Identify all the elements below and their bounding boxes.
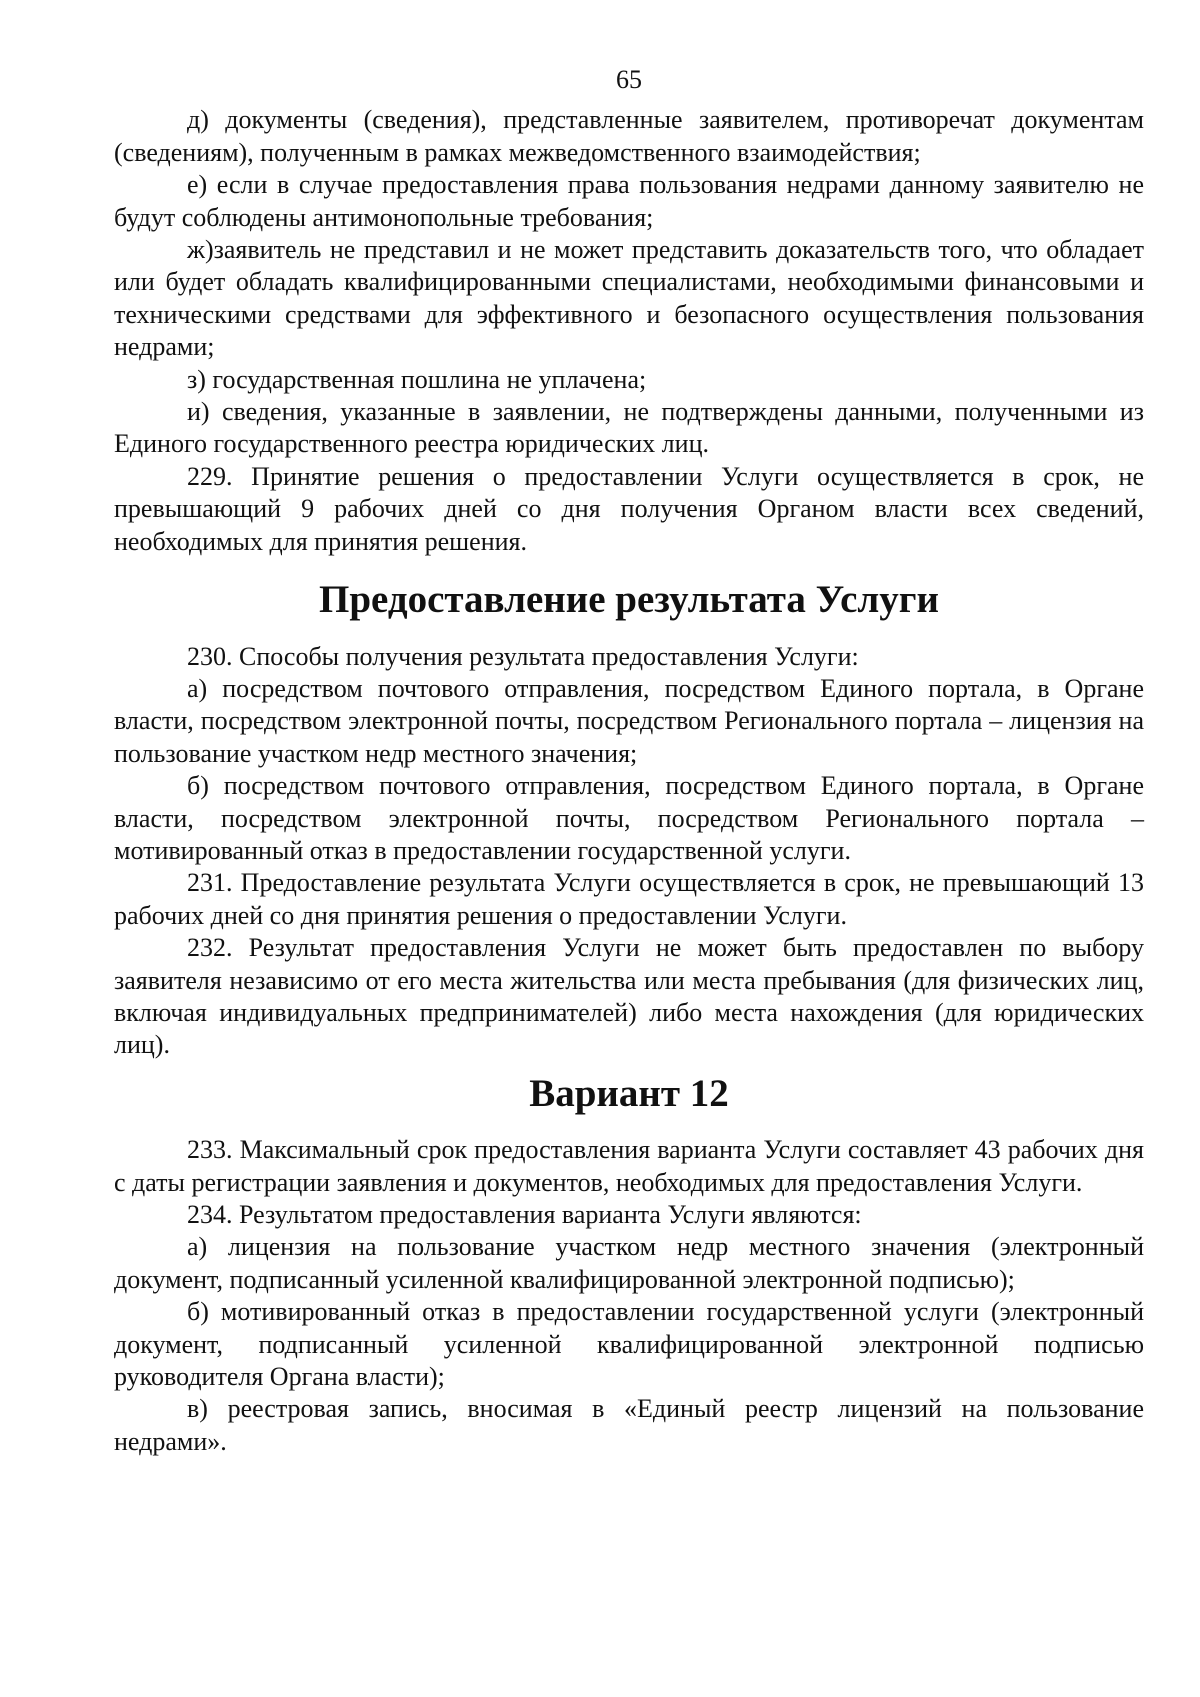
paragraph-zh: ж)заявитель не представил и не может представить доказательств того, что обладает или будет обладать квалифицированными специалистами, необходимыми финансовыми и техническими средствами для эффективного и безопасного осуществления пользования недрами; xyxy=(114,235,1144,362)
paragraph-z: з) государственная пошлина не уплачена; xyxy=(187,364,647,394)
paragraph-e: е) если в случае предоставления права пользования недрами данному заявителю не будут соблюдены антимонопольные требования; xyxy=(114,170,1144,232)
document-page xyxy=(114,64,1144,1458)
paragraph-234: 234. Результатом предоставления варианта Услуги являются: xyxy=(187,1200,862,1229)
paragraph-i: и) сведения, указанные в заявлении, не подтверждены данными, полученными из Единого государственного реестра юридических лиц. xyxy=(114,397,1144,459)
paragraph-230: 230. Способы получения результата предоставления Услуги: xyxy=(187,641,859,671)
paragraph-230-b: б) посредством почтового отправления, посредством Единого портала, в Органе власти, посредством электронной почты, посредством Регионального портала – мотивированный отказ в предоставлении государственной услуги. xyxy=(114,771,1144,865)
paragraph-234-a: а) лицензия на пользование участком недр местного значения (электронный документ, подписанный усиленной квалифицированной электронной подписью); xyxy=(114,1232,1144,1294)
paragraph-232: 232. Результат предоставления Услуги не может быть предоставлен по выбору заявителя независимо от его места жительства или места пребывания (для физических лиц, включая индивидуальных предпринимателей) либо места нахождения (для юридических лиц). xyxy=(114,933,1144,1060)
paragraph-234-v: в) реестровая запись, вносимая в «Единый реестр лицензий на пользование недрами». xyxy=(114,1394,1144,1456)
section-heading-result: Предоставление результата Услуги xyxy=(319,578,939,622)
paragraph-229: 229. Принятие решения о предоставлении Услуги осуществляется в срок, не превышающий 9 рабочих дней со дня получения Органом власти всех сведений, необходимых для принятия решения. xyxy=(114,461,1144,556)
paragraph-d: д) документы (сведения), представленные заявителем, противоречат документам (сведениям), полученным в рамках межведомственного взаимодействия; xyxy=(114,105,1144,167)
page-number: 65 xyxy=(616,65,642,94)
section-heading-variant: Вариант 12 xyxy=(529,1071,729,1115)
paragraph-231: 231. Предоставление результата Услуги осуществляется в срок, не превышающий 13 рабочих дней со дня принятия решения о предоставлении Услуги. xyxy=(114,868,1144,930)
paragraph-233: 233. Максимальный срок предоставления варианта Услуги составляет 43 рабочих дня с даты регистрации заявления и документов, необходимых для предоставления Услуги. xyxy=(114,1135,1144,1197)
paragraph-234-b: б) мотивированный отказ в предоставлении государственной услуги (электронный документ, подписанный усиленной квалифицированной электронной подписью руководителя Органа власти); xyxy=(114,1297,1144,1392)
paragraph-230-a: а) посредством почтового отправления, посредством Единого портала, в Органе власти, посредством электронной почты, посредством Регионального портала – лицензия на пользование участком недр местного значения; xyxy=(114,673,1144,768)
